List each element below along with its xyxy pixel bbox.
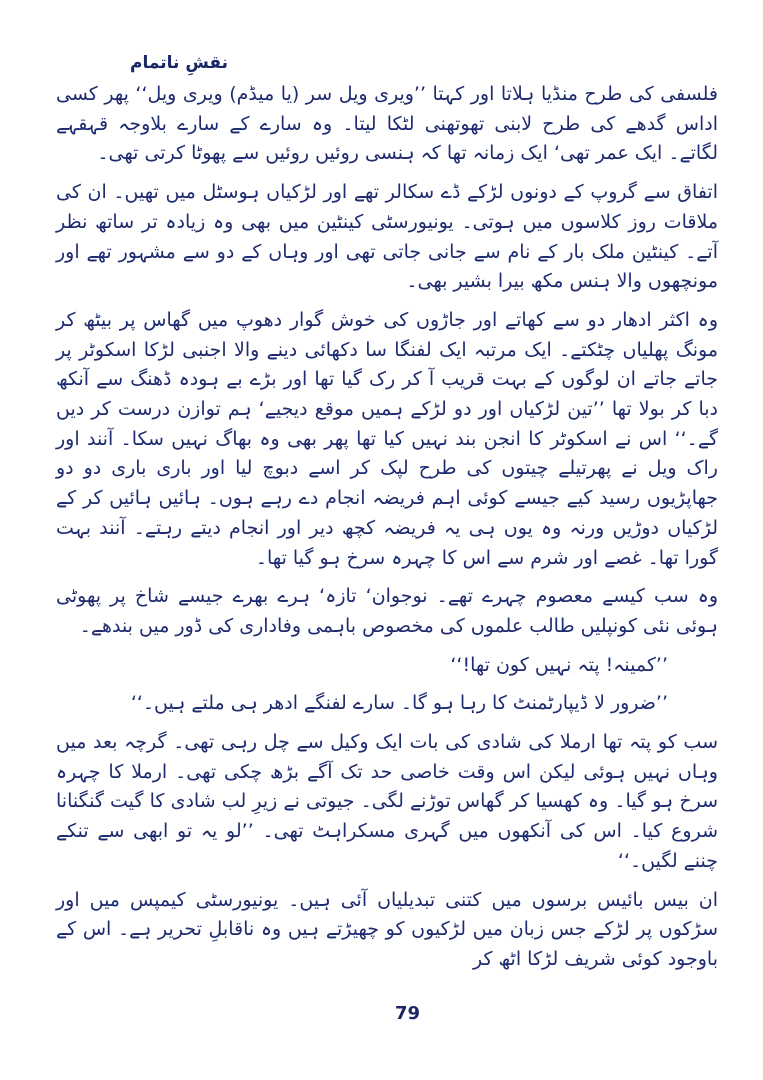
quote-1: ’’کمینہ! پتہ نہیں کون تھا!‘‘ <box>450 653 668 676</box>
paragraph-2: اتفاق سے گروپ کے دونوں لڑکے ڈے سکالر تھے اور لڑکیاں ہوسٹل میں تھیں۔ ان کی ملاقات روز کلاسوں میں ہوتی۔ یونیورسٹی کینٹین میں بھی وہ زیادہ تر ساتھ نظر آتے۔ کینٹین ملک بار کے نام سے جانی جاتی تھی اور وہاں کے دو سے مشہور تھے اور مونچھوں والا ہنس مکھ بیرا بشیر بھی۔ <box>56 181 718 293</box>
page-number: 79 <box>394 1003 421 1024</box>
quote-2: ’’ضرور لا ڈیپارٹمنٹ کا رہا ہو گا۔ سارے لفنگے ادھر ہی ملتے ہیں۔‘‘ <box>130 692 668 715</box>
paragraph-3: وہ اکثر ادھار دو سے کھاتے اور جاڑوں کی خوش گوار دھوپ میں گھاس پر بیٹھ کر مونگ پھلیاں چٹکتے۔ ایک مرتبہ ایک لفنگا سا دکھائی دینے والا اجنبی لڑکا اسکوٹر پر جاتے جاتے ان لوگوں کے بہت قریب آ کر رک گیا تھا اور بڑے بے ہودہ ڈھنگ سے آنکھ دبا کر بولا تھا ’’تین لڑکیاں اور دو لڑکے ہمیں موقع دیجیے‘ ہم توازن درست کر دیں گے۔‘‘ اس نے اسکوٹر کا انجن بند نہیں کیا تھا پھر بھی وہ بھاگ نہیں سکا۔ آنند اور راک ویل نے پھرتیلے چیتوں کی طرح لپک کر اسے دبوچ لیا اور باری باری دو دو جھاپڑیوں رسید کیے جیسے کوئی اہم فریضہ انجام دے رہے ہوں۔ ہائیں ہائیں کر کے لڑکیاں دوڑیں ورنہ وہ یوں ہی یہ فریضہ کچھ دیر اور انجام دیتے رہتے۔ آنند بہت گورا تھا۔ غصے اور شرم سے اس کا چہرہ سرخ ہو گیا تھا۔ <box>56 308 718 569</box>
paragraph-4: وہ سب کیسے معصوم چہرے تھے۔ نوجوان‘ تازہ‘ ہرے بھرے جیسے شاخ پر پھوٹی ہوئی نئی کونپلیں طالب علموں کی مخصوص باہمی وفاداری کی ڈور میں بندھے۔ <box>56 585 718 637</box>
paragraph-5: سب کو پتہ تھا ارملا کی شادی کی بات ایک وکیل سے چل رہی تھی۔ گرچہ بعد میں وہاں نہیں ہوئی لیکن اس وقت خاصی حد تک آگے بڑھ چکی تھی۔ ارملا کا چہرہ سرخ ہو گیا۔ وہ کھسیا کر گھاس توڑنے لگی۔ جیوتی نے زیرِ لب شادی کا گیت گنگنانا شروع کیا۔ اس کی آنکھوں میں گہری مسکراہٹ تھی۔ ’’لو یہ تو ابھی سے تنکے چننے لگیں۔‘‘ <box>56 731 718 872</box>
running-header: نقشِ ناتمام <box>130 53 228 73</box>
page-body <box>56 80 718 984</box>
paragraph-1: فلسفی کی طرح منڈیا ہلاتا اور کہتا ’’ویری ویل سر (یا میڈم) ویری ویل‘‘ پھر کسی اداس گدھے کی طرح لابنی تھوتھنی لٹکا لیتا۔ وہ سارے کے سارے بلاوجہ قہقہے لگاتے۔ ایک عمر تھی‘ ایک زمانہ تھا کہ ہنسی روئیں روئیں سے پھوٹا کرتی تھی۔ <box>56 83 718 165</box>
paragraph-6: ان بیس بائیس برسوں میں کتنی تبدیلیاں آئی ہیں۔ یونیورسٹی کیمپس میں اور سڑکوں پر لڑکے جس زبان میں لڑکیوں کو چھیڑتے ہیں وہ ناقابلِ تحریر ہے۔ اس کے باوجود کوئی شریف لڑکا اٹھ کر <box>56 888 718 970</box>
